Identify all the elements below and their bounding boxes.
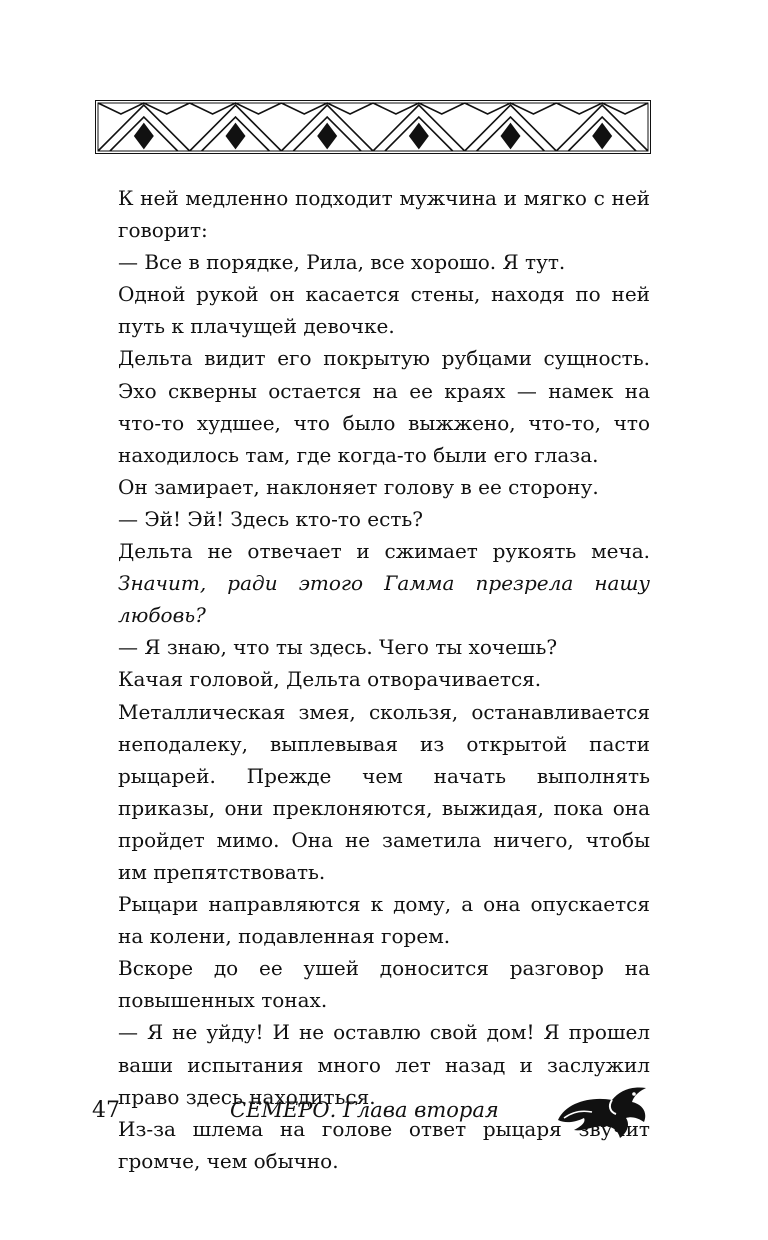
paragraph <box>118 278 650 342</box>
page-footer <box>0 1090 768 1150</box>
decorative-header-border <box>95 100 651 154</box>
body-text <box>118 182 650 1177</box>
text-run: Из-за шлема на голове ответ рыцаря звучит громче, чем обычно. <box>118 1116 650 1173</box>
text-run: Дельта не отвечает и сжимает рукоять меча. <box>118 539 650 564</box>
paragraph <box>118 663 650 695</box>
paragraph <box>118 535 650 631</box>
text-run: К ней медленно подходит мужчина и мягко с ней говорит: <box>118 186 650 243</box>
dragon-emblem-icon <box>552 1080 652 1142</box>
paragraph <box>118 503 650 535</box>
running-head: СЕМЕРО. Глава вторая <box>230 1098 499 1122</box>
text-run: — Я знаю, что ты здесь. Чего ты хочешь? <box>118 635 558 660</box>
text-run: — Эй! Эй! Здесь кто-то есть? <box>118 506 424 531</box>
text-run: Дельта видит его покрытую рубцами сущность. Эхо скверны остается на ее краях — намек на что-то худшее, что было выжжено, что-то, что находилось там, где когда-то были его глаза. <box>118 346 650 467</box>
paragraph <box>118 888 650 952</box>
paragraph <box>118 631 650 663</box>
italic-phrase: Значит, ради этого Гамма презрела нашу любовь? <box>118 571 650 628</box>
text-run: Металлическая змея, скользя, останавливается неподалеку, выплевывая из открытой пасти рыцарей. Прежде чем начать выполнять приказы, они преклоняются, выжидая, пока она пройдет мимо. Она не заметила ничего, чтобы им препятствовать. <box>118 699 650 884</box>
paragraph <box>118 471 650 503</box>
text-run: Вскоре до ее ушей доносится разговор на повышенных тонах. <box>118 956 650 1013</box>
text-run: — Все в порядке, Рила, все хорошо. Я тут. <box>118 250 566 275</box>
text-run: Рыцари направляются к дому, а она опускается на колени, подавленная горем. <box>118 892 650 949</box>
paragraph <box>118 246 650 278</box>
paragraph <box>118 342 650 470</box>
text-run: Качая головой, Дельта отворачивается. <box>118 667 542 692</box>
text-run: Он замирает, наклоняет голову в ее сторону. <box>118 474 599 499</box>
paragraph <box>118 696 650 889</box>
page-number: 47 <box>92 1098 120 1123</box>
text-run: — Я не уйду! И не оставлю свой дом! Я прошел ваши испытания много лет назад и заслужил право здесь находиться. <box>118 1020 650 1109</box>
paragraph <box>118 952 650 1016</box>
text-run: Одной рукой он касается стены, находя по ней путь к плачущей девочке. <box>118 282 650 339</box>
paragraph <box>118 182 650 246</box>
